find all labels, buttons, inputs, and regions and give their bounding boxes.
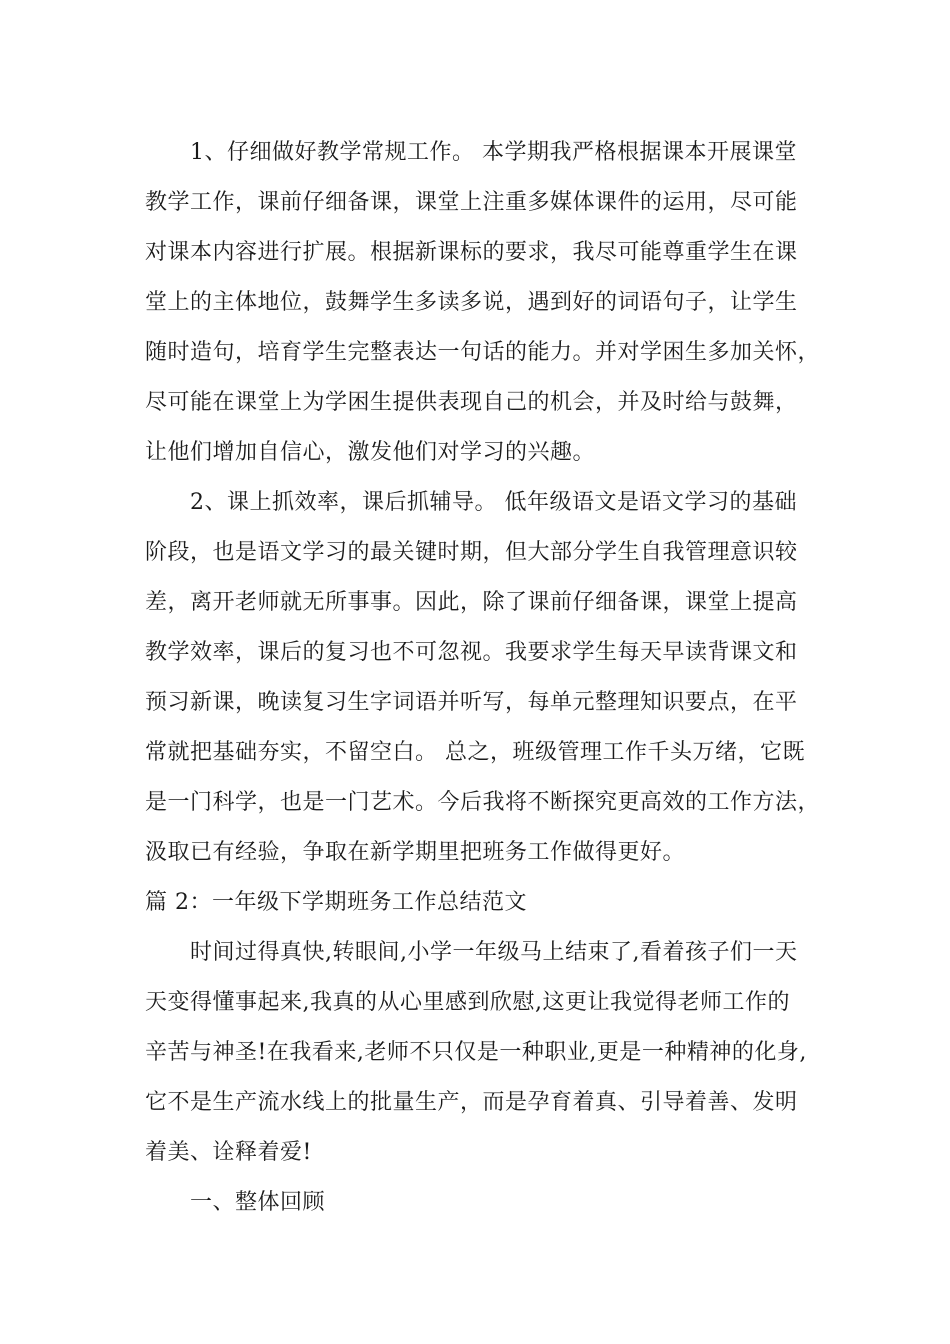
paragraph-1-line-6: 尽可能在课堂上为学困生提供表现自己的机会，并及时给与鼓舞，: [145, 390, 798, 415]
subheading-overall-review: 一、整体回顾: [190, 1190, 326, 1215]
paragraph-2-line-5: 预习新课，晚读复习生字词语并听写，每单元整理知识要点，在平: [145, 690, 798, 715]
paragraph-3-line-1: 时间过得真快,转眼间,小学一年级马上结束了,看着孩子们一天: [190, 940, 798, 965]
paragraph-3-line-4: 它不是生产流水线上的批量生产，而是孕育着真、引导着善、发明: [145, 1090, 798, 1115]
paragraph-3-line-5: 着美、诠释着爱!: [145, 1140, 312, 1165]
paragraph-2-line-1: 2、课上抓效率，课后抓辅导。 低年级语文是语文学习的基础: [190, 490, 797, 515]
paragraph-1-line-3: 对课本内容进行扩展。根据新课标的要求，我尽可能尊重学生在课: [145, 240, 798, 265]
paragraph-2-line-3: 差，离开老师就无所事事。因此，除了课前仔细备课，课堂上提高: [145, 590, 798, 615]
paragraph-2-line-8: 汲取已有经验，争取在新学期里把班务工作做得更好。: [145, 840, 686, 865]
paragraph-1-line-2: 教学工作，课前仔细备课，课堂上注重多媒体课件的运用，尽可能: [145, 190, 798, 215]
paragraph-2-line-2: 阶段，也是语文学习的最关键时期，但大部分学生自我管理意识较: [145, 540, 798, 565]
section-heading: 篇 2：一年级下学期班务工作总结范文: [145, 890, 527, 915]
paragraph-2-line-7: 是一门科学，也是一门艺术。今后我将不断探究更高效的工作方法，: [145, 790, 821, 815]
paragraph-1-line-1: 1、仔细做好教学常规工作。 本学期我严格根据课本开展课堂: [190, 140, 797, 165]
paragraph-1-line-4: 堂上的主体地位，鼓舞学生多读多说，遇到好的词语句子，让学生: [145, 290, 798, 315]
paragraph-3-line-3: 辛苦与神圣!在我看来,老师不只仅是一种职业,更是一种精神的化身,: [145, 1040, 807, 1065]
paragraph-3-line-2: 天变得懂事起来,我真的从心里感到欣慰,这更让我觉得老师工作的: [145, 990, 790, 1015]
paragraph-1-line-5: 随时造句，培育学生完整表达一句话的能力。并对学困生多加关怀，: [145, 340, 821, 365]
paragraph-2-line-4: 教学效率，课后的复习也不可忽视。我要求学生每天早读背课文和: [145, 640, 798, 665]
paragraph-2-line-6: 常就把基础夯实，不留空白。 总之，班级管理工作千头万绪，它既: [145, 740, 805, 765]
paragraph-1-line-7: 让他们增加自信心，激发他们对学习的兴趣。: [145, 440, 596, 465]
